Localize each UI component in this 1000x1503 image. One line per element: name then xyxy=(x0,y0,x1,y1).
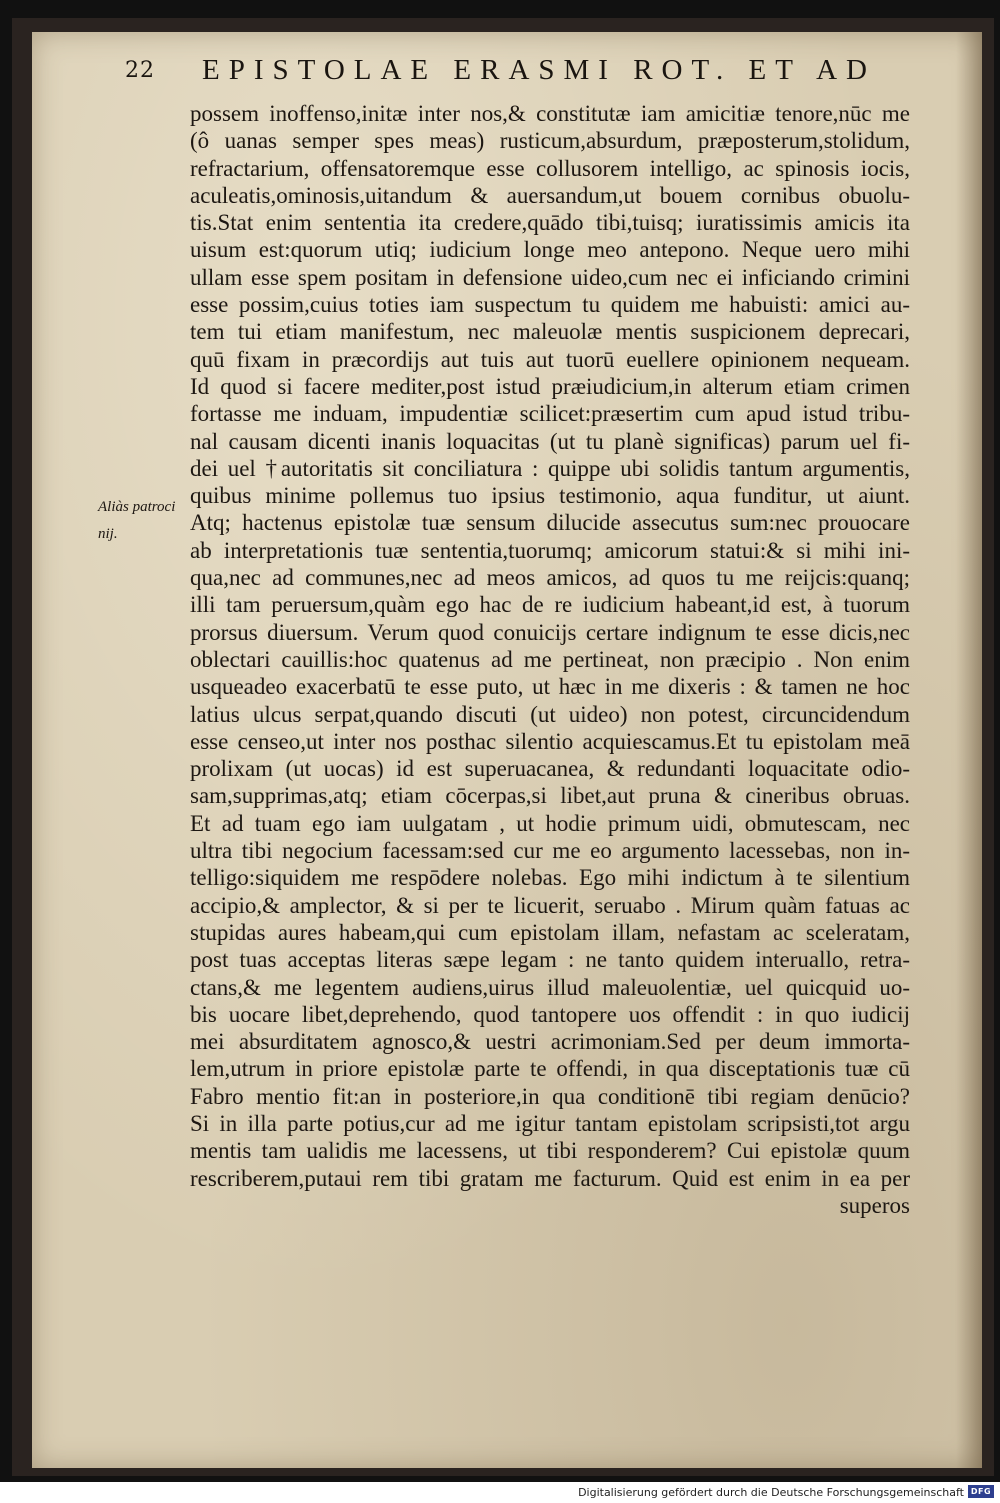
text-line: sam,supprimas,atq; etiam cōcerpas,si libet,aut pruna & cineribus obruas. xyxy=(190,783,910,809)
text-line: bis uocare libet,deprehendo, quod tantopere uos offendit : in quo iudicij xyxy=(190,1001,910,1027)
body-text xyxy=(190,100,910,1219)
text-line: stupidas aures habeam,qui cum epistolam illam, nefastam ac sceleratam, xyxy=(190,919,910,945)
marginal-note xyxy=(98,494,198,548)
page-number: 22 xyxy=(125,58,155,83)
text-line: ctans,& me legentem audiens,uirus illud maleuolentiæ, uel quicquid uo- xyxy=(190,974,910,1000)
text-line: ullam esse spem positam in defensione uideo,cum nec ei inficiando crimini xyxy=(190,264,910,290)
text-line: ultra tibi negocium facessam:sed cur me eo argumento lacessebas, non in- xyxy=(190,838,910,864)
text-line: aculeatis,ominosis,uitandum & auersandum,ut bouem cornibus obuolu- xyxy=(190,182,910,208)
text-line: tem tui etiam manifestum, nec maleuolæ mentis suspicionem deprecari, xyxy=(190,319,910,345)
catchword: superos xyxy=(839,1192,910,1218)
funding-credit: Digitalisierung gefördert durch die Deutsche Forschungsgemeinschaft xyxy=(578,1486,964,1499)
text-line: Id quod si facere mediter,post istud præiudicium,in alterum etiam crimen xyxy=(190,373,910,399)
text-line: illi tam peruersum,quàm ego hac de re iudicium habeant,id est, à tuorum xyxy=(190,592,910,618)
text-line: prorsus diuersum. Verum quod conuicijs certare indignum te esse dicis,nec xyxy=(190,619,910,645)
marginal-note-line: Aliàs patroci xyxy=(98,499,176,515)
text-line: (ô uanas semper spes meas) rusticum,absurdum, præposterum,stolidum, xyxy=(190,128,910,154)
text-line: mei absurditatem agnosco,& uestri acrimoniam.Sed per deum immorta- xyxy=(190,1029,910,1055)
text-line: nal causam dicenti inanis loquacitas (ut tu planè significas) parum uel fi- xyxy=(190,428,910,454)
text-line: esse censeo,ut inter nos posthac silentio acquiescamus.Et tu epistolam meā xyxy=(190,728,910,754)
text-line: ab interpretationis tuæ sententia,tuorumq; amicorum statui:& si mihi ini- xyxy=(190,537,910,563)
text-line: quibus minime pollemus tuo ipsius testimonio, aqua funditur, ut aiunt. xyxy=(190,483,910,509)
text-line: usqueadeo exacerbatū te esse puto, ut hæc in me dixeris : & tamen ne hoc xyxy=(190,674,910,700)
text-line: mentis tam ualidis me lacessens, ut tibi responderem? Cui epistolæ quum xyxy=(190,1138,910,1164)
text-line: possem inoffenso,initæ inter nos,& constitutæ iam amicitiæ tenore,nūc me xyxy=(190,101,910,126)
text-line: Atq; hactenus epistolæ tuæ sensum dilucide assecutus sum:nec prouocare xyxy=(190,510,910,536)
text-line: post tuas acceptas literas sæpe legam : ne tanto quidem interuallo, retra- xyxy=(190,947,910,973)
text-line: prolixam (ut uocas) id est superuacanea, & redundanti loquacitate odio- xyxy=(190,756,910,782)
text-line: Si in illa parte potius,cur ad me igitur tantam epistolam scripsisti,tot argu xyxy=(190,1110,910,1136)
text-line: qua,nec ad communes,nec ad meos amicos, ad quos tu me reijcis:quanq; xyxy=(190,565,910,591)
text-line: uisum est:quorum utiq; iudicium longe meo antepono. Neque uero mihi xyxy=(190,237,910,263)
text-line: fortasse me induam, impudentiæ scilicet:præsertim cum apud istud tribu- xyxy=(190,401,910,427)
page-gutter-shadow xyxy=(956,32,982,1468)
text-line: accipio,& amplector, & si per te licuerit, seruabo . Mirum quàm fatuas ac xyxy=(190,892,910,918)
text-line: refractarium, offensatoremque esse collusorem intelligo, ac spinosis iocis, xyxy=(190,155,910,181)
text-line: lem,utrum in priore epistolæ parte te offendi, in qua disceptationis tuæ cū xyxy=(190,1056,910,1082)
text-line: Fabro mentio fit:an in posteriore,in qua conditionē tibi regiam denūcio? xyxy=(190,1083,910,1109)
marginal-note-line: nij. xyxy=(98,526,118,542)
text-line: telligo:siquidem me respōdere nolebas. Ego mihi indictum à te silentium xyxy=(190,865,910,891)
text-line: quū fixam in præcordijs aut tuis aut tuorū euellere opinionem nequeam. xyxy=(190,346,910,372)
text-line: tis.Stat enim sententia ita credere,quādo tibi,tuisq; iuratissimis amicis ita xyxy=(190,210,910,236)
text-line: esse possim,cuius toties iam suspectum tu quidem me habuisti: amici au- xyxy=(190,292,910,318)
text-line: dei uel †autoritatis sit conciliatura : quippe ubi solidis tantum argumentis, xyxy=(190,455,910,481)
text-line: rescriberem,putaui rem tibi gratam me facturum. Quid est enim in ea per xyxy=(190,1165,910,1191)
text-line: latius ulcus serpat,quando discuti (ut uideo) non potest, circuncidendum xyxy=(190,701,910,727)
text-line: Et ad tuam ego iam uulgatam , ut hodie primum uidi, obmutescam, nec xyxy=(190,810,910,836)
dfg-logo-icon: DFG xyxy=(968,1485,994,1498)
running-head: EPISTOLAE ERASMI ROT. ET AD xyxy=(202,54,876,86)
text-line: oblectari cauillis:hoc quatenus ad me pertineat, non præcipio . Non enim xyxy=(190,646,910,672)
